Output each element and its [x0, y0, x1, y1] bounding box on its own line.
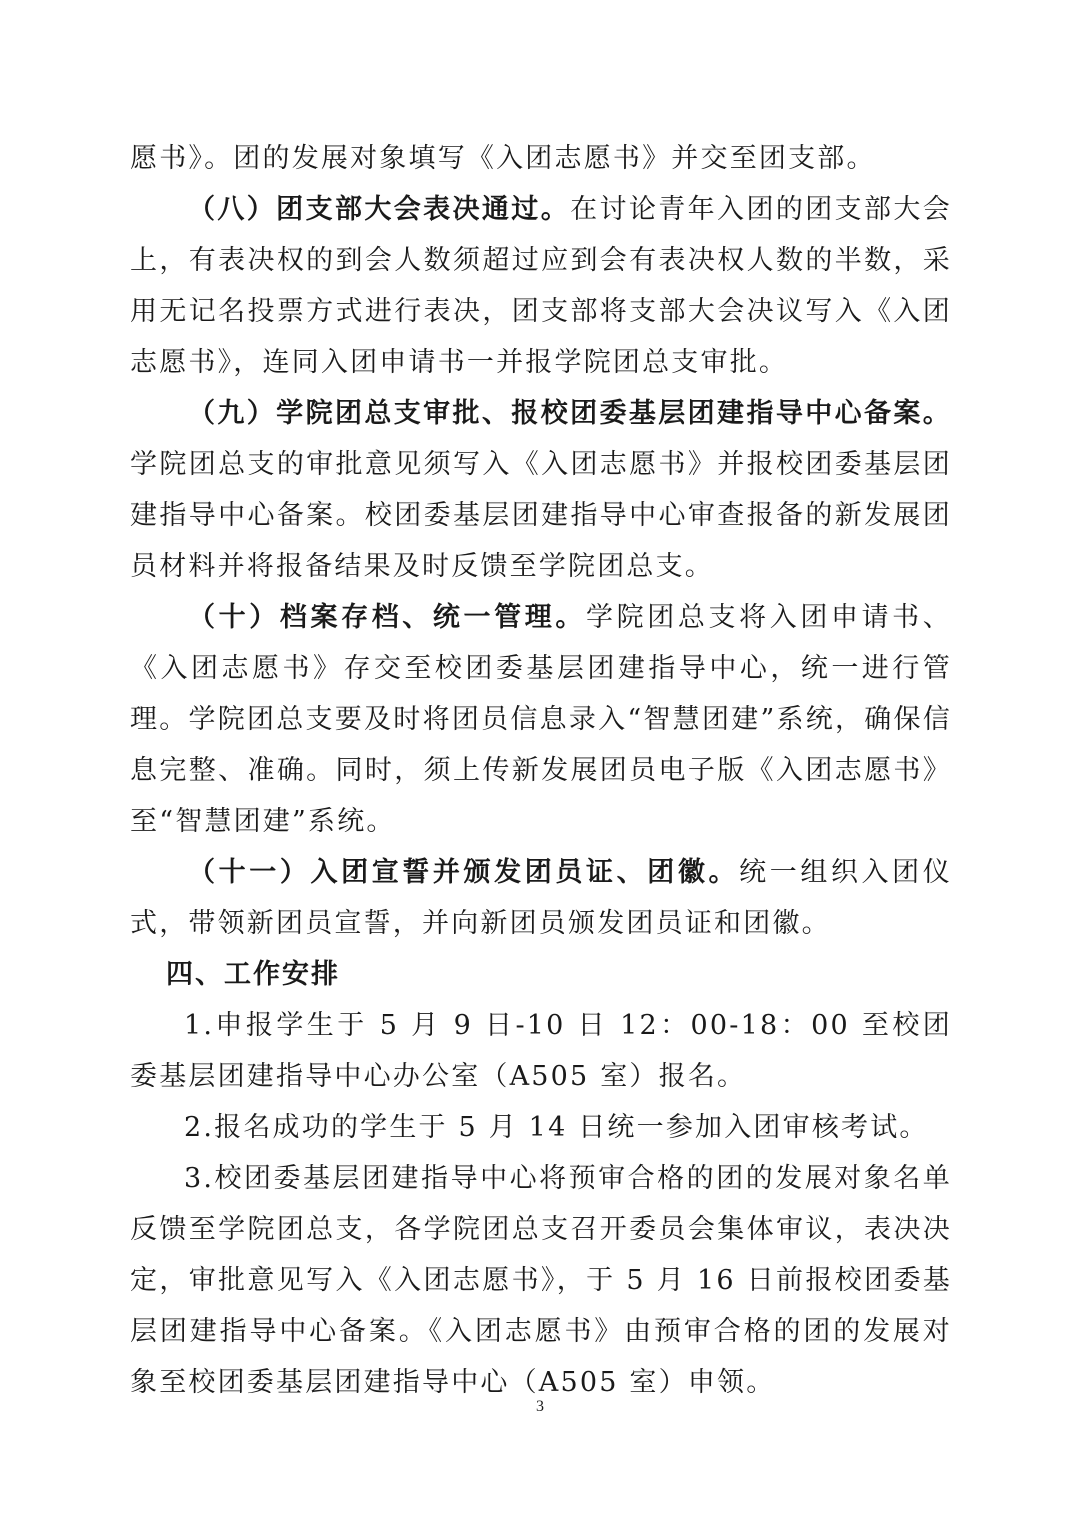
paragraph-step-11	[130, 847, 952, 949]
arrangement-item-2: 2.报名成功的学生于 5 月 14 日统一参加入团审核考试。	[184, 1112, 929, 1143]
step-9-text: 学院团总支的审批意见须写入《入团志愿书》并报校团委基层团建指导中心备案。校团委基层团建指导中心审查报备的新发展团员材料并将报备结果及时反馈至学院团总支。	[130, 449, 952, 582]
paragraph-step-9	[130, 388, 952, 592]
step-11-heading: （十一）入团宣誓并颁发团员证、团徽。	[188, 857, 740, 888]
arrangement-item-3: 3.校团委基层团建指导中心将预审合格的团的发展对象名单反馈至学院团总支，各学院团总支召开委员会集体审议，表决决定，审批意见写入《入团志愿书》，于 5 月 16 日前报校团委基层团建指导中心备案。《入团志愿书》由预审合格的团的发展对象至校团委基层团建指导中心（A505 室）申领。	[130, 1163, 952, 1398]
section-heading-work-arrangement: 四、工作安排	[166, 959, 340, 990]
step-8-heading: （八）团支部大会表决通过。	[188, 194, 571, 225]
page-number: 3	[536, 1398, 544, 1415]
step-10-text: 学院团总支将入团申请书、《入团志愿书》存交至校团委基层团建指导中心，统一进行管理。学院团总支要及时将团员信息录入“智慧团建”系统，确保信息完整、准确。同时，须上传新发展团员电子版《入团志愿书》至“智慧团建”系统。	[130, 602, 952, 837]
step-9-heading: （九）学院团总支审批、报校团委基层团建指导中心备案。	[188, 398, 952, 429]
paragraph-continuation	[130, 133, 952, 184]
paragraph-step-8	[130, 184, 952, 388]
arrangement-item-1: 1.申报学生于 5 月 9 日-10 日 12：00-18：00 至校团委基层团建指导中心办公室（A505 室）报名。	[130, 1010, 952, 1092]
step-10-heading: （十）档案存档、统一管理。	[188, 602, 587, 633]
paragraph-text: 愿书》。团的发展对象填写《入团志愿书》并交至团支部。	[130, 143, 876, 174]
step-8-text: 在讨论青年入团的团支部大会上，有表决权的到会人数须超过应到会有表决权人数的半数，采用无记名投票方式进行表决，团支部将支部大会决议写入《入团志愿书》，连同入团申请书一并报学院团总支审批。	[130, 194, 952, 378]
paragraph-step-10	[130, 592, 952, 847]
step-11-text: 统一组织入团仪式，带领新团员宣誓，并向新团员颁发团员证和团徽。	[130, 857, 952, 939]
document-body	[130, 133, 952, 1408]
